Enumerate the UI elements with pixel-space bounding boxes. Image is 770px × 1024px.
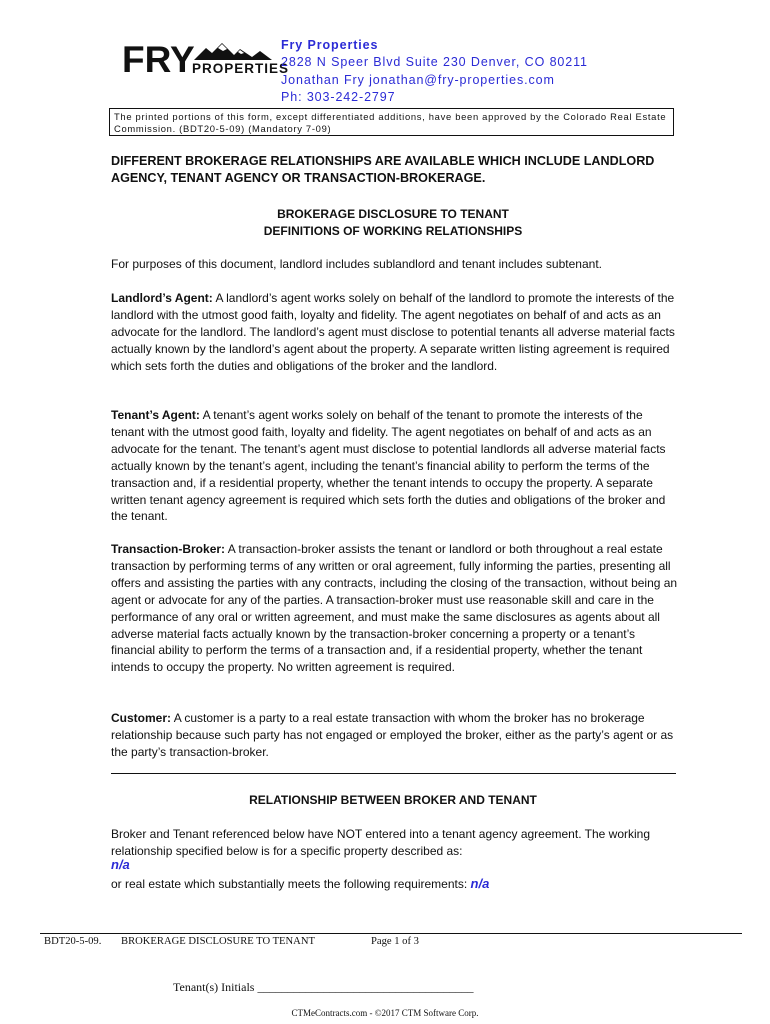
purposes-paragraph: For purposes of this document, landlord includes sublandlord and tenant includes subtenant. [111, 257, 602, 271]
page-number: Page 1 of 3 [371, 936, 419, 947]
broker-contact-block [281, 37, 588, 106]
company-name: Fry Properties [281, 38, 379, 52]
customer-definition [111, 710, 678, 761]
section-heading-relationship: RELATIONSHIP BETWEEN BROKER AND TENANT [249, 793, 537, 807]
requirements-label: or real estate which substantially meets the following requirements: [111, 877, 471, 891]
requirements-line [111, 876, 678, 893]
property-description [111, 857, 130, 872]
tenant-initials-line: Tenant(s) Initials ____________________________________ [173, 980, 474, 994]
form-title: BROKERAGE DISCLOSURE TO TENANT [121, 936, 315, 947]
commission-notice: The printed portions of this form, except differentiated additions, have been approved by the Colorado Real Estate Commission. (BDT20-5-09) (Mandatory 7-09) [109, 108, 674, 136]
contact-person: Jonathan Fry jonathan@fry-properties.com [281, 72, 555, 87]
mountain-logo-icon [194, 43, 272, 61]
landlord-agent-definition [111, 290, 678, 375]
definition-term: Transaction-Broker: [111, 542, 226, 556]
property-value: n/a [111, 857, 130, 872]
copyright-notice: CTMeContracts.com - ©2017 CTM Software Corp. [291, 1008, 479, 1018]
definition-term: Customer: [111, 711, 172, 725]
requirements-value: n/a [470, 876, 490, 891]
definition-text: A tenant’s agent works solely on behalf of the tenant to promote the interests of the tenant with the utmost good faith, loyalty and fidelity. The agent negotiates on behalf of and acts as an advocate for the tenant. The tenant’s agent must disclose to potential landlords all adverse material facts actually known by the tenant’s agent, including the tenant’s financial ability to perform the terms of the transaction and, if a residential property, whether the tenant intends to occupy the property. A separate written tenant agency agreement is required which sets forth the duties and obligations of the broker and the tenant. [111, 408, 666, 524]
logo-wordmark: FRY [122, 39, 195, 80]
heading-line-2: DEFINITIONS OF WORKING RELATIONSHIPS [263, 224, 523, 238]
tenant-agent-definition [111, 407, 678, 525]
form-id: BDT20-5-09. [44, 936, 102, 947]
company-address: 2828 N Speer Blvd Suite 230 Denver, CO 80211 [281, 55, 588, 70]
definition-text: A landlord’s agent works solely on behalf of the landlord to promote the interests of the landlord with the utmost good faith, loyalty and fidelity. The agent negotiates on behalf of and acts as an advocate for the landlord. The landlord’s agent must disclose to potential tenants all adverse material facts actually known by the landlord’s agent about the property. A separate written listing agreement is required which sets forth the duties and obligations of the broker and the landlord. [111, 291, 675, 373]
section-heading-definitions [8, 206, 770, 240]
brokerage-headline: DIFFERENT BROKERAGE RELATIONSHIPS ARE AVAILABLE WHICH INCLUDE LANDLORD AGENCY, TENANT AGENCY OR TRANSACTION-BROKERAGE. [111, 154, 655, 185]
footer-divider [40, 933, 742, 934]
definition-term: Tenant’s Agent: [111, 408, 200, 422]
section-divider [111, 773, 676, 774]
company-logo [122, 39, 290, 80]
heading-line-1: BROKERAGE DISCLOSURE TO TENANT [277, 207, 509, 221]
contact-phone: Ph: 303-242-2797 [281, 89, 396, 104]
definition-text: A transaction-broker assists the tenant or landlord or both throughout a real estate transaction by performing terms of any written or oral agreement, fully informing the parties, presenting all offers and assisting the parties with any contracts, including the closing of the transaction, without being an agent or advocate for any of the parties. A transaction-broker must use reasonable skill and care in the performance of any oral or written agreement, and must make the same disclosures as agents about all adverse material facts actually known by the transaction-broker concerning a property or a tenant’s financial ability to perform the terms of a transaction and, if a residential property, whether the tenant intends to occupy the property. No written agreement is required. [111, 542, 678, 675]
definition-text: A customer is a party to a real estate transaction with whom the broker has no brokerage relationship because such party has not engaged or employed the broker, either as the party’s agent or as the party’s transaction-broker. [111, 711, 674, 759]
definition-term: Landlord’s Agent: [111, 291, 213, 305]
logo-subtitle: PROPERTIES [192, 61, 290, 76]
transaction-broker-definition [111, 541, 678, 676]
relationship-paragraph: Broker and Tenant referenced below have NOT entered into a tenant agency agreement. The working relationship specified below is for a specific property described as: [111, 827, 651, 858]
